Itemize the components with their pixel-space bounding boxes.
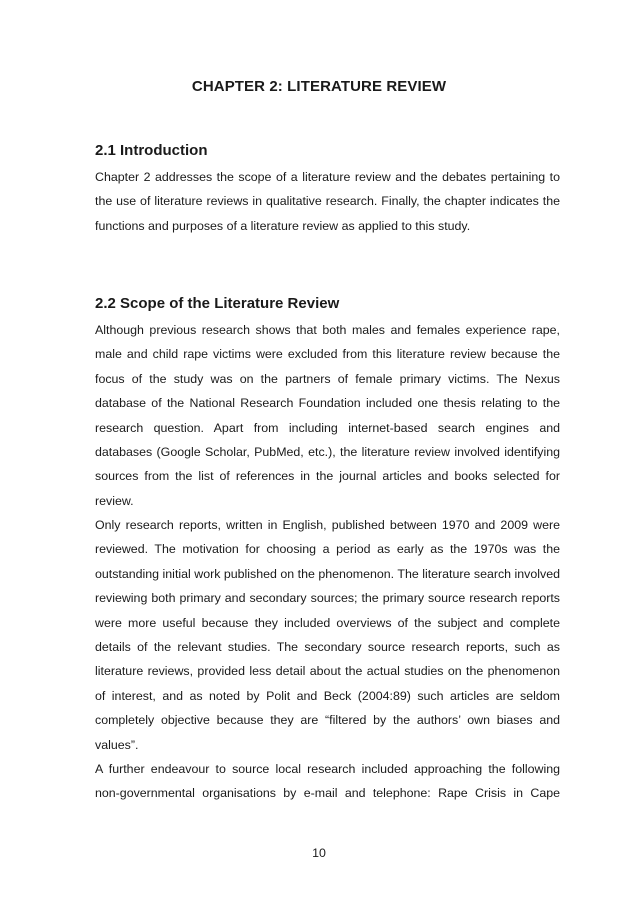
introduction-paragraph: Chapter 2 addresses the scope of a literature review and the debates pertaining to the use of literature reviews in qualitative research. Finally, the chapter indicates the functions and purposes of a literature review as applied to this study.: [95, 170, 560, 233]
scope-paragraph-3: A further endeavour to source local research included approaching the following non-governmental organisations by e-mail and telephone: Rape Crisis in Cape: [95, 762, 560, 801]
scope-paragraph-2: Only research reports, written in English, published between 1970 and 2009 were reviewed. The motivation for choosing a period as early as the 1970s was the outstanding initial work published on the phenomenon. The literature search involved reviewing both primary and secondary sources; the primary source research reports were more useful because they included overviews of the subject and complete details of the relevant studies. The secondary source research reports, such as literature reviews, provided less detail about the actual studies on the phenomenon of interest, and as noted by Polit and Beck (2004:89) such articles are seldom completely objective because they are “filtered by the authors’ own biases and values”.: [95, 518, 560, 752]
section-heading-scope: 2.2 Scope of the Literature Review: [95, 295, 340, 312]
chapter-title: CHAPTER 2: LITERATURE REVIEW: [191, 78, 447, 95]
page-number: 10: [312, 846, 326, 860]
scope-paragraph-1: Although previous research shows that both males and females experience rape, male and child rape victims were excluded from this literature review because the focus of the study was on the partners of female primary victims. The Nexus database of the National Research Foundation included one thesis relating to the research question. Apart from including internet-based search engines and databases (Google Scholar, PubMed, etc.), the literature review involved identifying sources from the list of references in the journal articles and books selected for review.: [95, 323, 560, 508]
section-heading-introduction: 2.1 Introduction: [95, 142, 208, 159]
